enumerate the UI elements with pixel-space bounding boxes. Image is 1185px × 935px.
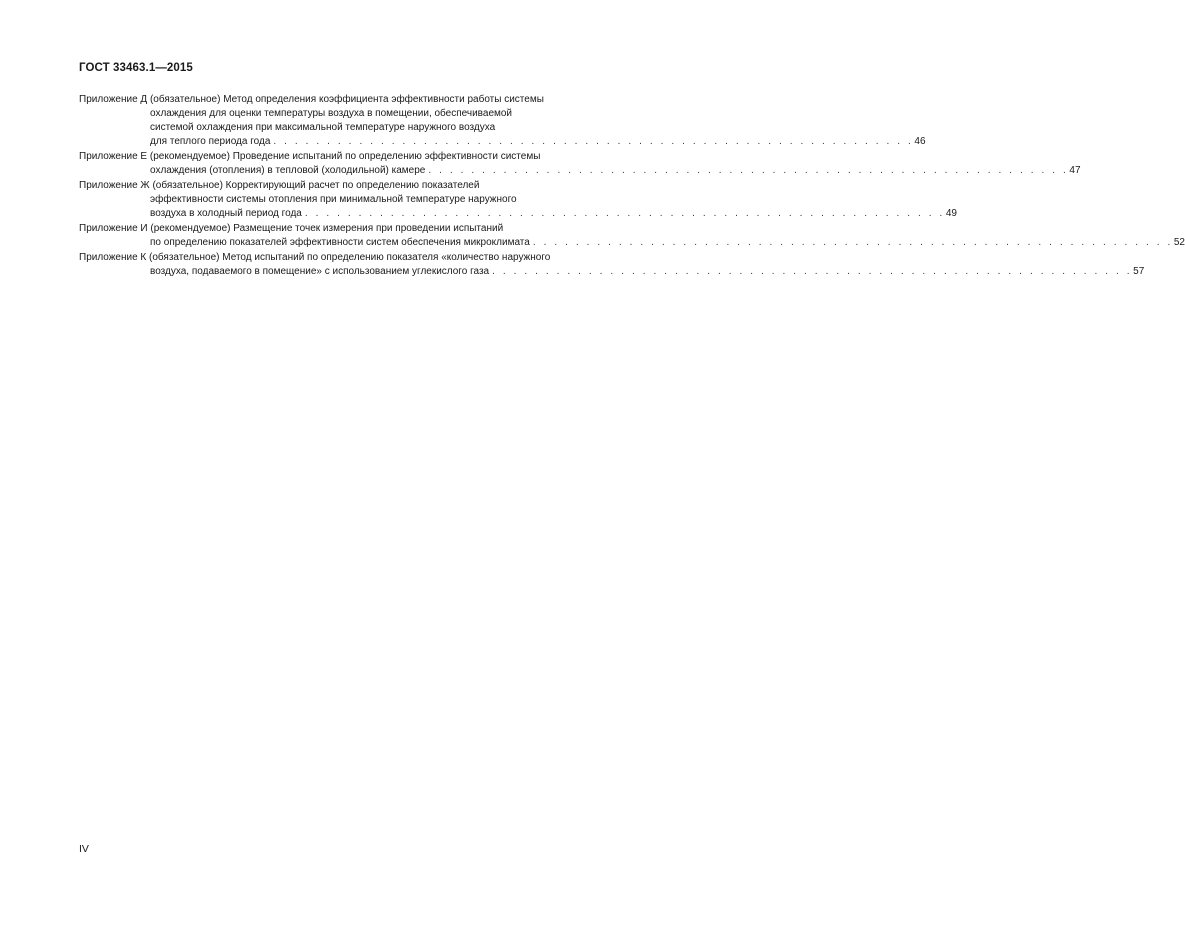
dot-leader: . . . . . . . . . . . . . . . . . . . . . . . . . . . . . . . . . . . . . . . . . . . . . . . . . . . . . . . . . . . . [532,237,1173,248]
toc-entry-first-line: Приложение К (обязательное) Метод испытаний по определению показателя «количество наружного [79,252,551,263]
dot-leader: . . . . . . . . . . . . . . . . . . . . . . . . . . . . . . . . . . . . . . . . . . . . . . . . . . . . . . . . . . . . [273,136,914,147]
dot-leader: . . . . . . . . . . . . . . . . . . . . . . . . . . . . . . . . . . . . . . . . . . . . . . . . . . . . . . . . . . . . [428,165,1069,176]
toc-entry-text: охлаждения для оценки температуры воздуха в помещении, обеспечиваемой [150,108,513,119]
toc-entry-leader-line [79,265,1145,279]
toc-page-number: 52 [1173,237,1185,248]
toc-entry-continuation-line [79,121,615,135]
dot-leader: . . . . . . . . . . . . . . . . . . . . . . . . . . . . . . . . . . . . . . . . . . . . . . . . . . . . . . . . . . . . [492,266,1133,277]
page-number: IV [79,843,89,855]
toc-page-number: 46 [914,136,926,147]
toc-entry-appendix-k[interactable] [79,251,1145,279]
toc-entry-first-line: Приложение Д (обязательное) Метод определения коэффициента эффективности работы системы [79,94,544,105]
toc-entry-appendix-zh[interactable] [79,179,957,221]
toc-entry-title-line [79,179,615,193]
toc-entry-appendix-i[interactable] [79,222,1185,250]
toc-entry-appendix-d[interactable] [79,93,926,149]
toc-entry-first-line: Приложение Е (рекомендуемое) Проведение испытаний по определению эффективности системы [79,151,541,162]
toc-page-number: 57 [1133,266,1145,277]
toc-entry-first-line: Приложение И (рекомендуемое) Размещение точек измерения при проведении испытаний [79,223,504,234]
toc-entry-leader-line [79,207,957,221]
toc-entry-first-line: Приложение Ж (обязательное) Корректирующий расчет по определению показателей [79,180,480,191]
toc-entry-title-line [79,222,615,236]
toc-entry-leader-line [79,135,926,149]
toc-entry-leader-line [79,164,1081,178]
dot-leader: . . . . . . . . . . . . . . . . . . . . . . . . . . . . . . . . . . . . . . . . . . . . . . . . . . . . . . . . . . . . [304,208,945,219]
toc-entry-text: системой охлаждения при максимальной температуре наружного воздуха [150,122,496,133]
toc-entry-appendix-e[interactable] [79,150,1081,178]
document-header: ГОСТ 33463.1—2015 [79,62,193,74]
toc-entry-text: воздуха, подаваемого в помещение» с использованием углекислого газа [150,266,490,277]
toc-page-number: 47 [1069,165,1081,176]
toc-entry-title-line [79,251,615,265]
toc-page-number: 49 [945,208,957,219]
toc-entry-title-line [79,93,615,107]
toc-entry-leader-line [79,236,1185,250]
toc-entry-title-line [79,150,615,164]
toc-entry-continuation-line [79,107,615,121]
toc-entry-text: воздуха в холодный период года [150,208,302,219]
toc-entry-continuation-line [79,193,615,207]
toc-entry-text: для теплого периода года [150,136,271,147]
table-of-contents [79,93,1185,280]
toc-entry-text: по определению показателей эффективности систем обеспечения микроклимата [150,237,530,248]
toc-entry-text: охлаждения (отопления) в тепловой (холодильной) камере [150,165,426,176]
toc-entry-text: эффективности системы отопления при минимальной температуре наружного [150,194,517,205]
